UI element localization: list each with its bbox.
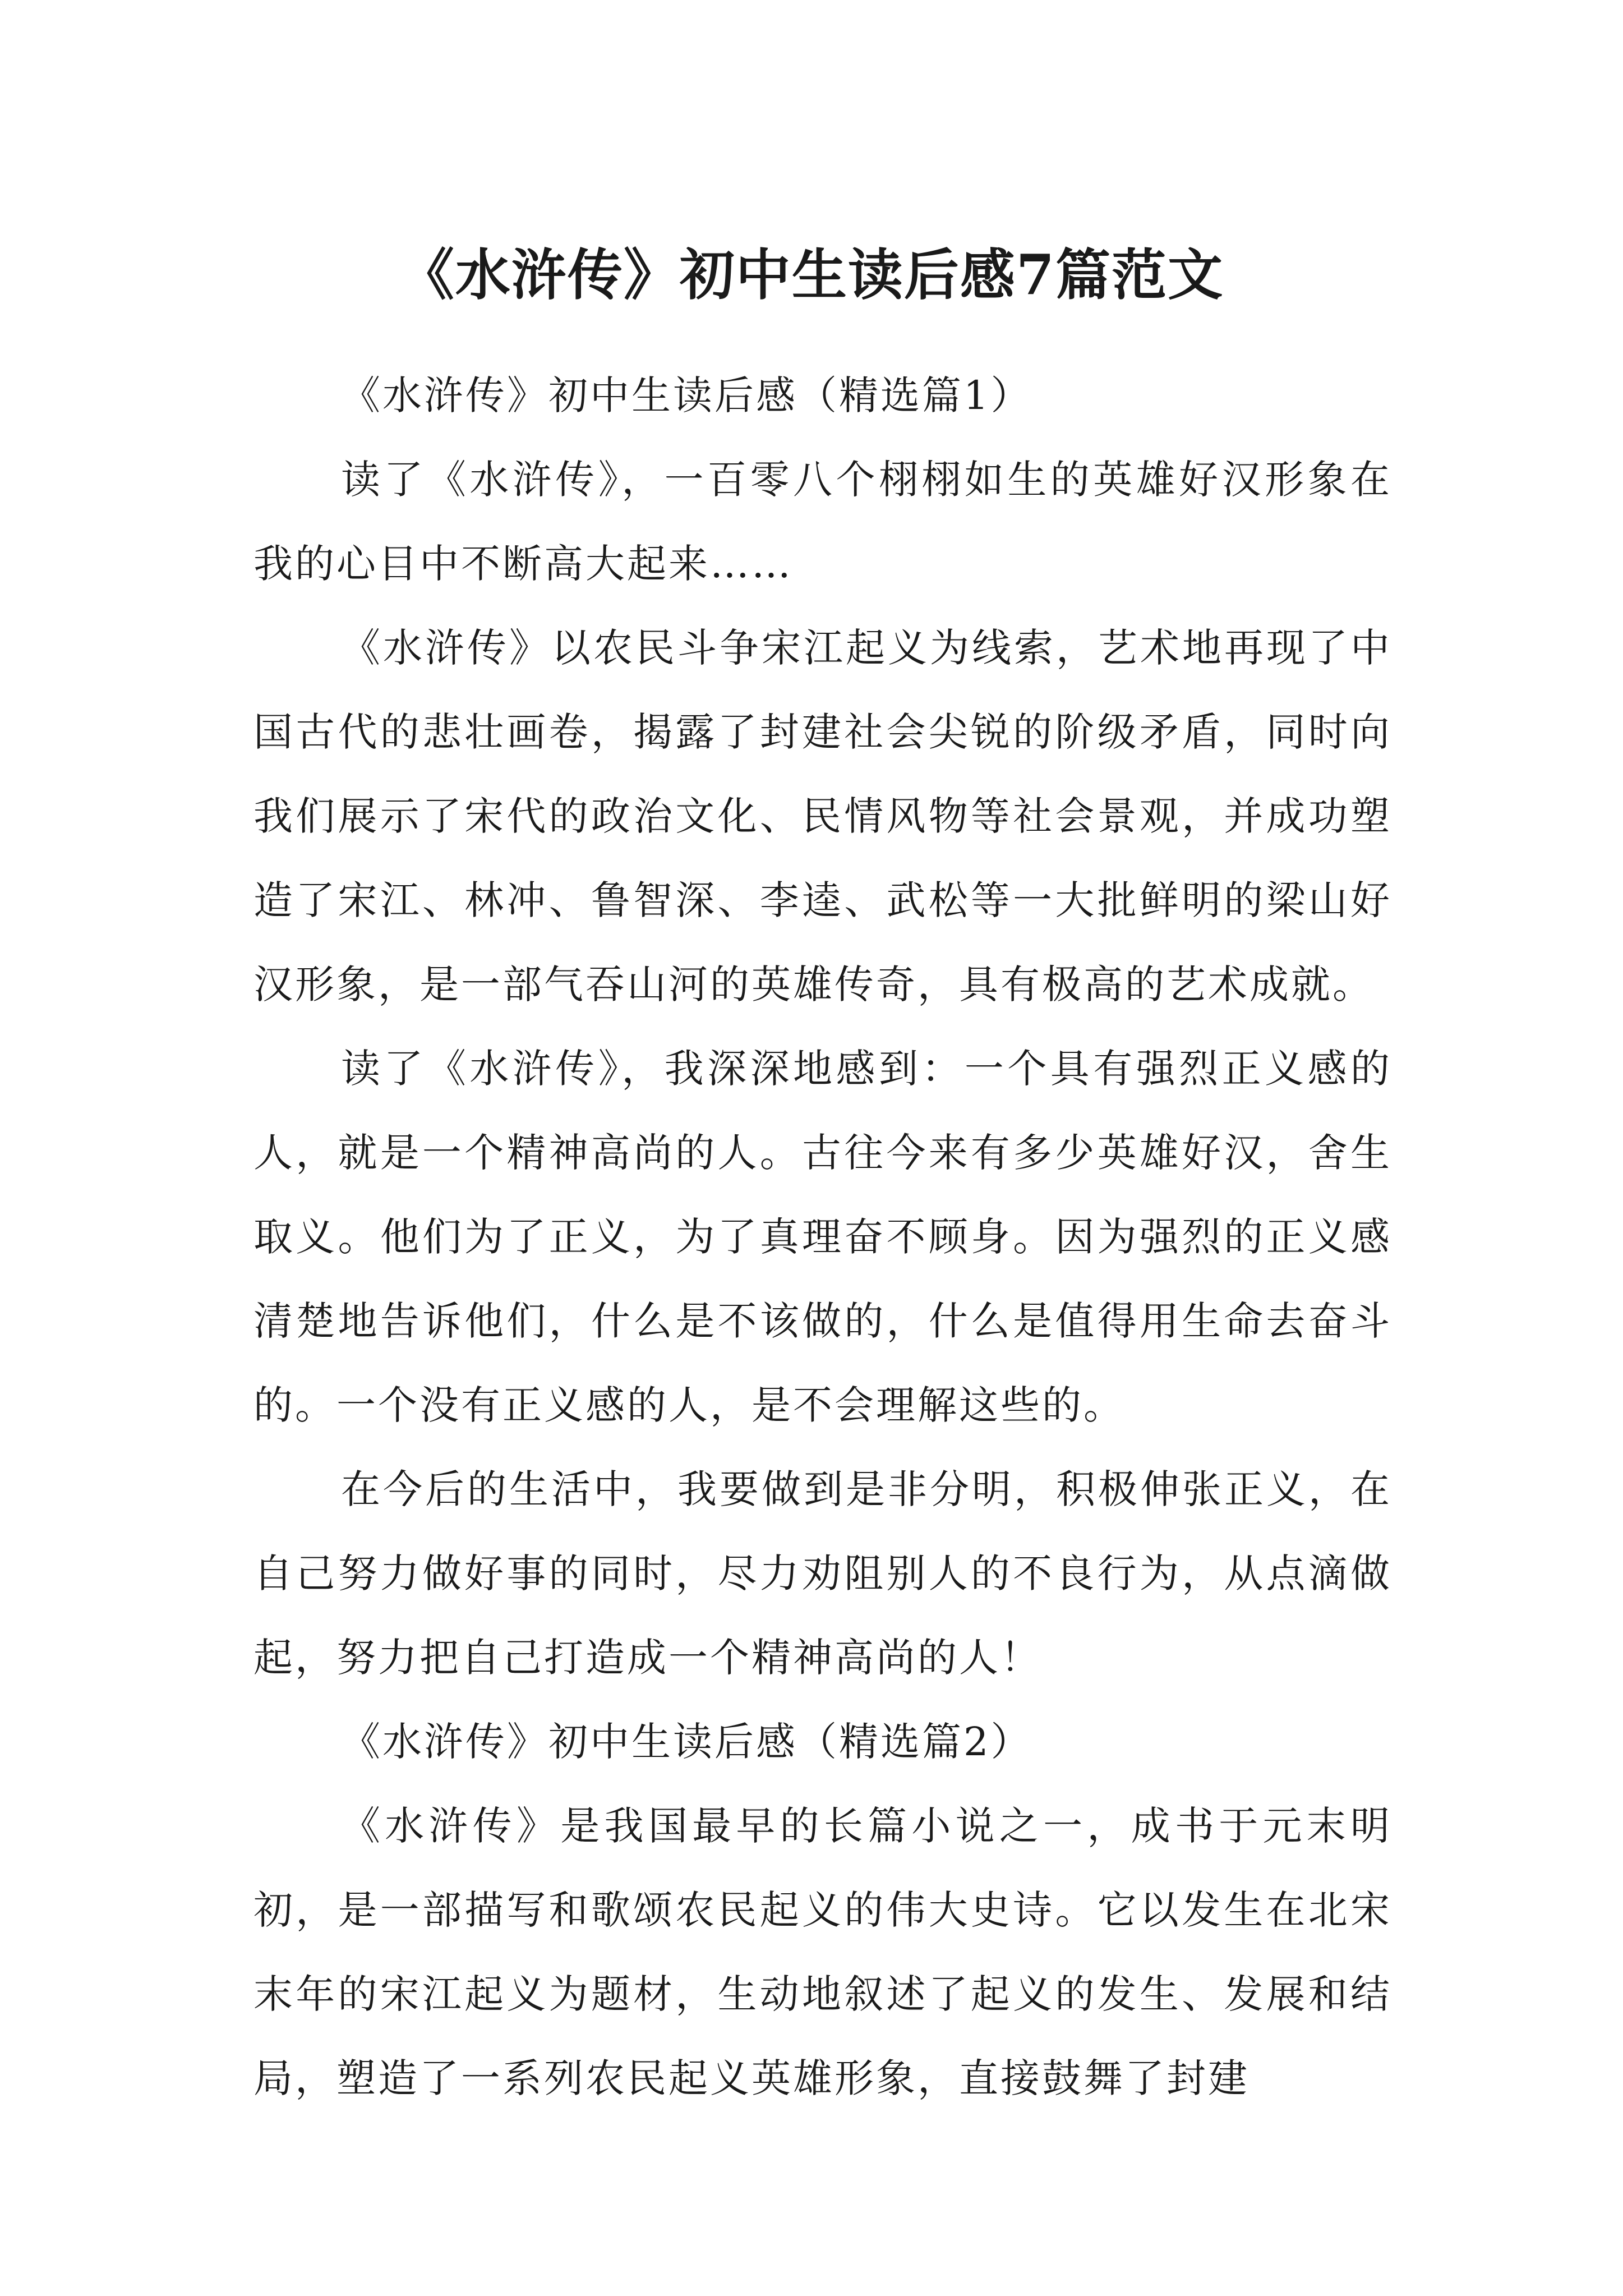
paragraph-5: 《水浒传》是我国最早的长篇小说之一，成书于元末明初，是一部描写和歌颂农民起义的伟大史诗。它以发生在北宋末年的宋江起义为题材，生动地叙述了起义的发生、发展和结局，塑造了一系列农民起义英雄形象，直接鼓舞了封建 bbox=[253, 1803, 1392, 2101]
document-title: 《水浒传》初中生读后感7篇范文 bbox=[399, 242, 1224, 307]
document-body bbox=[253, 353, 1392, 2120]
paragraph-1: 读了《水浒传》，一百零八个栩栩如生的英雄好汉形象在我的心目中不断高大起来…… bbox=[253, 457, 1392, 587]
paragraph-3: 读了《水浒传》，我深深地感到：一个具有强烈正义感的人，就是一个精神高尚的人。古往今来有多少英雄好汉，舍生取义。他们为了正义，为了真理奋不顾身。因为强烈的正义感清楚地告诉他们，什么是不该做的，什么是值得用生命去奋斗的。一个没有正义感的人，是不会理解这些的。 bbox=[253, 1046, 1392, 1428]
section-heading-1: 《水浒传》初中生读后感（精选篇1） bbox=[341, 372, 1032, 418]
paragraph-2: 《水浒传》以农民斗争宋江起义为线索，艺术地再现了中国古代的悲壮画卷，揭露了封建社会尖锐的阶级矛盾，同时向我们展示了宋代的政治文化、民情风物等社会景观，并成功塑造了宋江、林冲、鲁智深、李逵、武松等一大批鲜明的梁山好汉形象，是一部气吞山河的英雄传奇，具有极高的艺术成就。 bbox=[253, 625, 1392, 1007]
paragraph-4: 在今后的生活中，我要做到是非分明，积极伸张正义，在自己努力做好事的同时，尽力劝阻别人的不良行为，从点滴做起，努力把自己打造成一个精神高尚的人！ bbox=[253, 1466, 1392, 1681]
section-heading-2: 《水浒传》初中生读后感（精选篇2） bbox=[341, 1719, 1032, 1765]
